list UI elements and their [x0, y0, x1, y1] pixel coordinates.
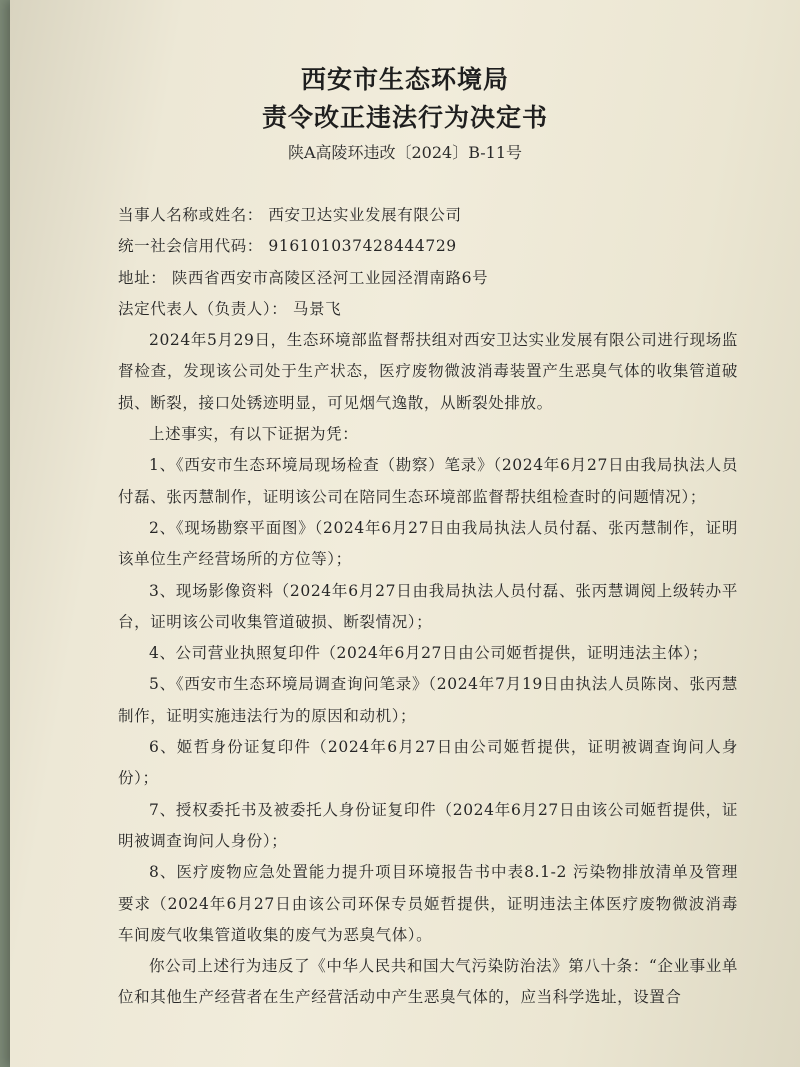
- facts-paragraph: 2024年5月29日，生态环境部监督帮扶组对西安卫达实业发展有限公司进行现场监督检查，发现该公司处于生产状态，医疗废物微波消毒装置产生恶臭气体的收集管道破损、断裂，接口处锈迹明显，可见烟气逸散，从断裂处排放。: [118, 331, 738, 412]
- evidence-item: 6、姬哲身份证复印件（2024年6月27日由公司姬哲提供，证明被调查询问人身份）；: [118, 738, 738, 788]
- evidence-item: 8、医疗废物应急处置能力提升项目环境报告书中表8.1-2 污染物排放清单及管理要求（2024年6月27日由该公司环保专员姬哲提供，证明违法主体医疗废物微波消毒车间废气收集管道收集的废气为恶臭气体）。: [118, 863, 738, 944]
- violation-paragraph: 你公司上述行为违反了《中华人民共和国大气污染防治法》第八十条：“企业事业单位和其他生产经营者在生产经营活动中产生恶臭气体的，应当科学选址，设置合: [118, 957, 738, 1007]
- document-subtitle: 责令改正违法行为决定书: [261, 103, 548, 132]
- evidence-item: 4、公司营业执照复印件（2024年6月27日由公司姬哲提供，证明违法主体）；: [149, 644, 708, 663]
- evidence-item: 1、《西安市生态环境局现场检查（勘察）笔录》（2024年6月27日由我局执法人员付磊、张丙慧制作，证明该公司在陪同生态环境部监督帮扶组检查时的问题情况）；: [118, 456, 738, 506]
- evidence-item: 5、《西安市生态环境局调查询问笔录》（2024年7月19日由执法人员陈岗、张丙慧制作，证明实施违法行为的原因和动机）；: [118, 675, 738, 725]
- party-address: 地址： 陕西省西安市高陵区泾河工业园泾渭南路6号: [118, 268, 489, 287]
- evidence-item: 3、现场影像资料（2024年6月27日由我局执法人员付磊、张丙慧调阅上级转办平台，证明该公司收集管道破损、断裂情况）；: [118, 581, 738, 631]
- document-title: 西安市生态环境局: [300, 65, 509, 94]
- evidence-intro: 上述事实，有以下证据为凭：: [149, 425, 359, 444]
- document-number: 陕A高陵环违改〔2024〕B-11号: [287, 143, 523, 162]
- document-page: [10, 0, 800, 1067]
- document-body: [118, 200, 738, 1014]
- evidence-item: 7、授权委托书及被委托人身份证复印件（2024年6月27日由该公司姬哲提供，证明被调查询问人身份）；: [118, 800, 738, 850]
- party-credit-code: 统一社会信用代码： 916101037428444729: [118, 237, 457, 256]
- party-legal-representative: 法定代表人（负责人）： 马景飞: [118, 299, 342, 318]
- evidence-item: 2、《现场勘察平面图》（2024年6月27日由我局执法人员付磊、张丙慧制作，证明该单位生产经营场所的方位等）；: [118, 518, 738, 569]
- party-name: 当事人名称或姓名： 西安卫达实业发展有限公司: [118, 206, 462, 224]
